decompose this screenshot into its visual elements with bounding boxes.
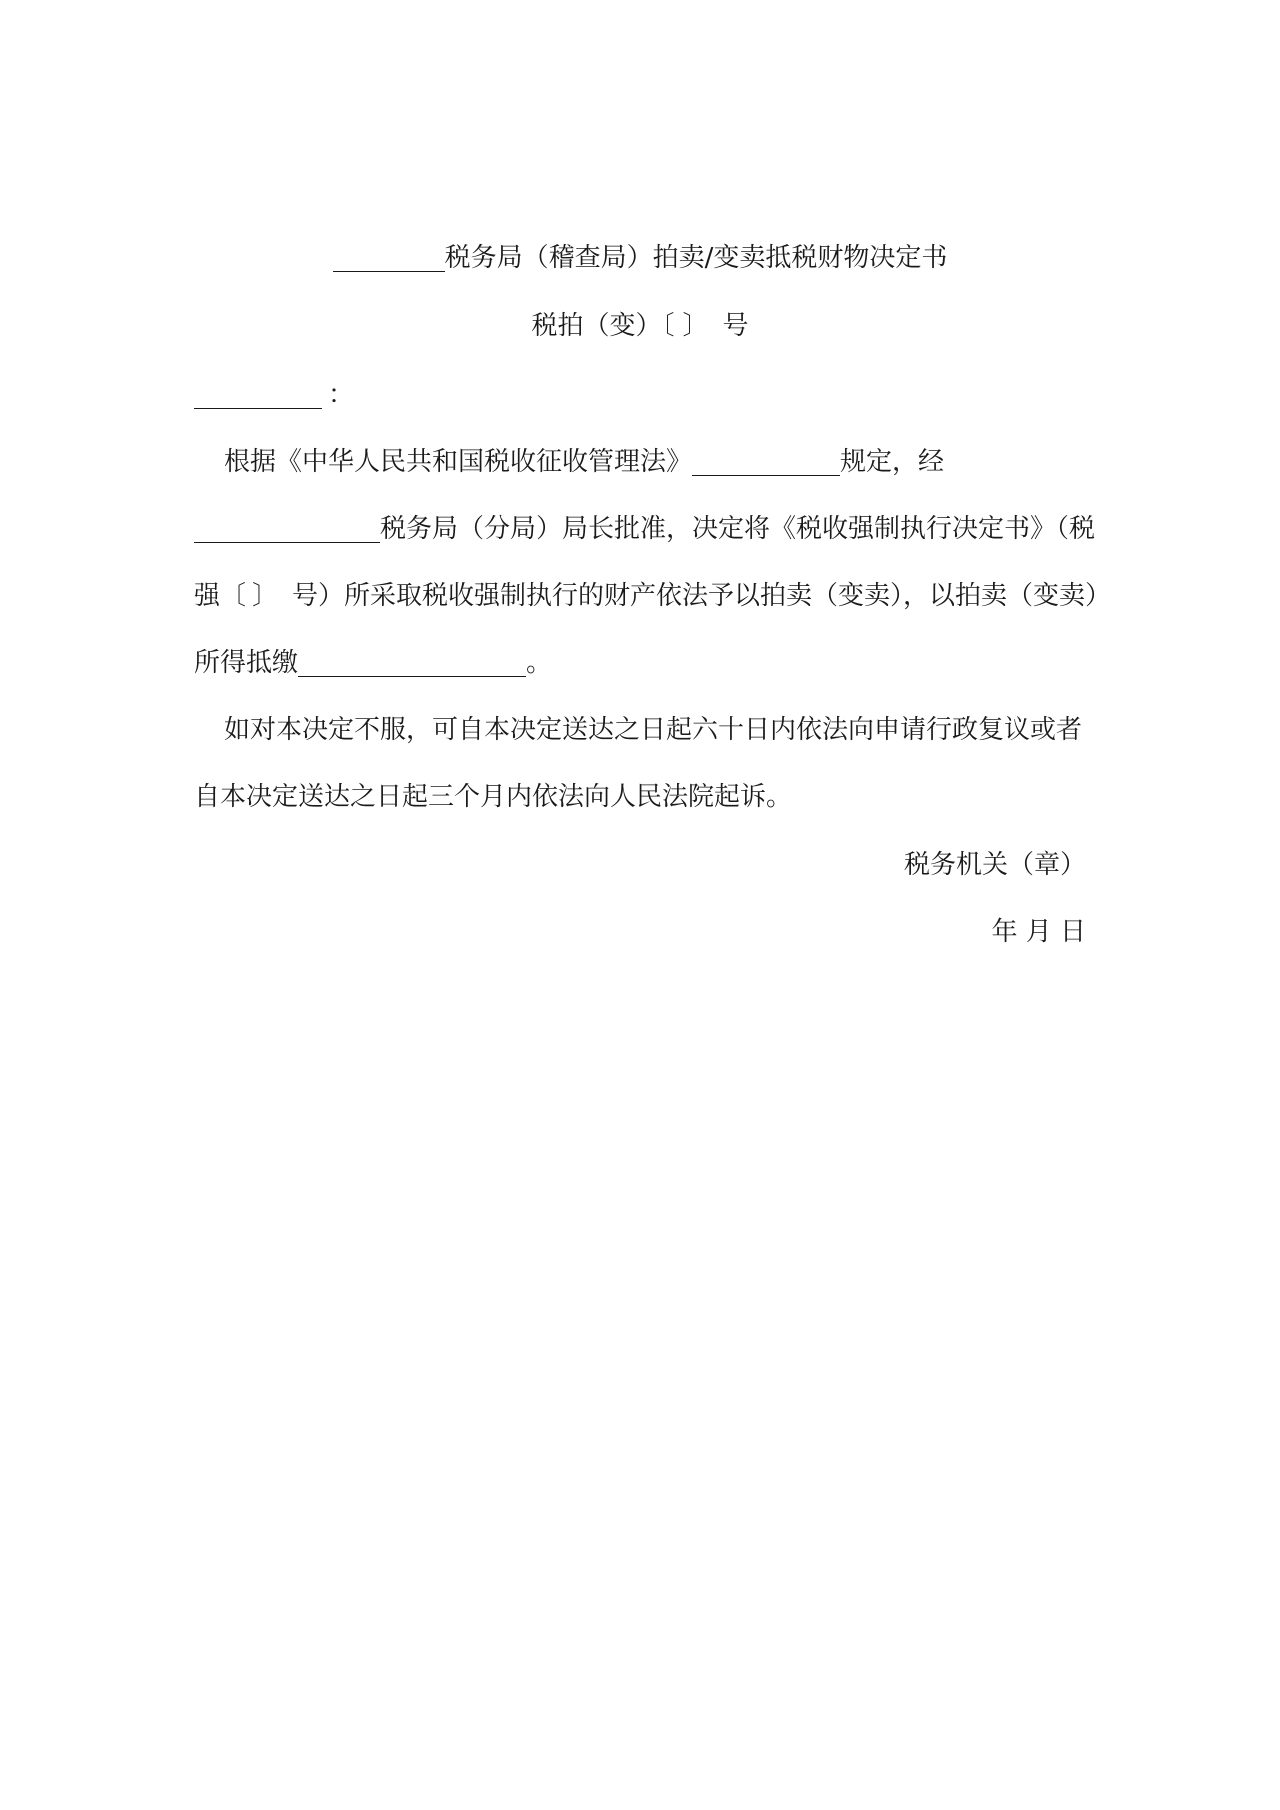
- paragraph-1-line-2: 税务局（分局）局长批准，决定将《税收强制执行决定书》（税: [194, 509, 1095, 549]
- addressee-line: ：: [194, 375, 354, 415]
- tax-bureau-blank: [333, 241, 445, 272]
- approving-bureau-blank: [194, 512, 380, 543]
- document-title: 税务局（稽查局）拍卖/变卖抵税财物决定书: [0, 238, 1280, 278]
- date-line: 年 月 日: [991, 917, 1086, 947]
- paragraph-2-line-1: 如对本决定不服，可自本决定送达之日起六十日内依法向申请行政复议或者: [224, 715, 1083, 745]
- paragraph-1-line-1: 根据《中华人民共和国税收征收管理法》 规定，经: [224, 447, 945, 477]
- tax-item-blank: [298, 646, 526, 677]
- paragraph-1-line-4: 所得抵缴 。: [194, 648, 553, 678]
- law-article-blank: [692, 445, 840, 476]
- paragraph-2-line-2: 自本决定送达之日起三个月内依法向人民法院起诉。: [194, 782, 793, 812]
- paragraph-1-line-3: 强〔 〕 号）所采取税收强制执行的财产依法予以拍卖（变卖），以拍卖（变卖）: [194, 581, 1112, 611]
- document-number: 税拍（变）〔 〕 号: [531, 311, 749, 341]
- signature-seal: 税务机关（章）: [903, 850, 1086, 880]
- addressee-blank: [194, 378, 322, 409]
